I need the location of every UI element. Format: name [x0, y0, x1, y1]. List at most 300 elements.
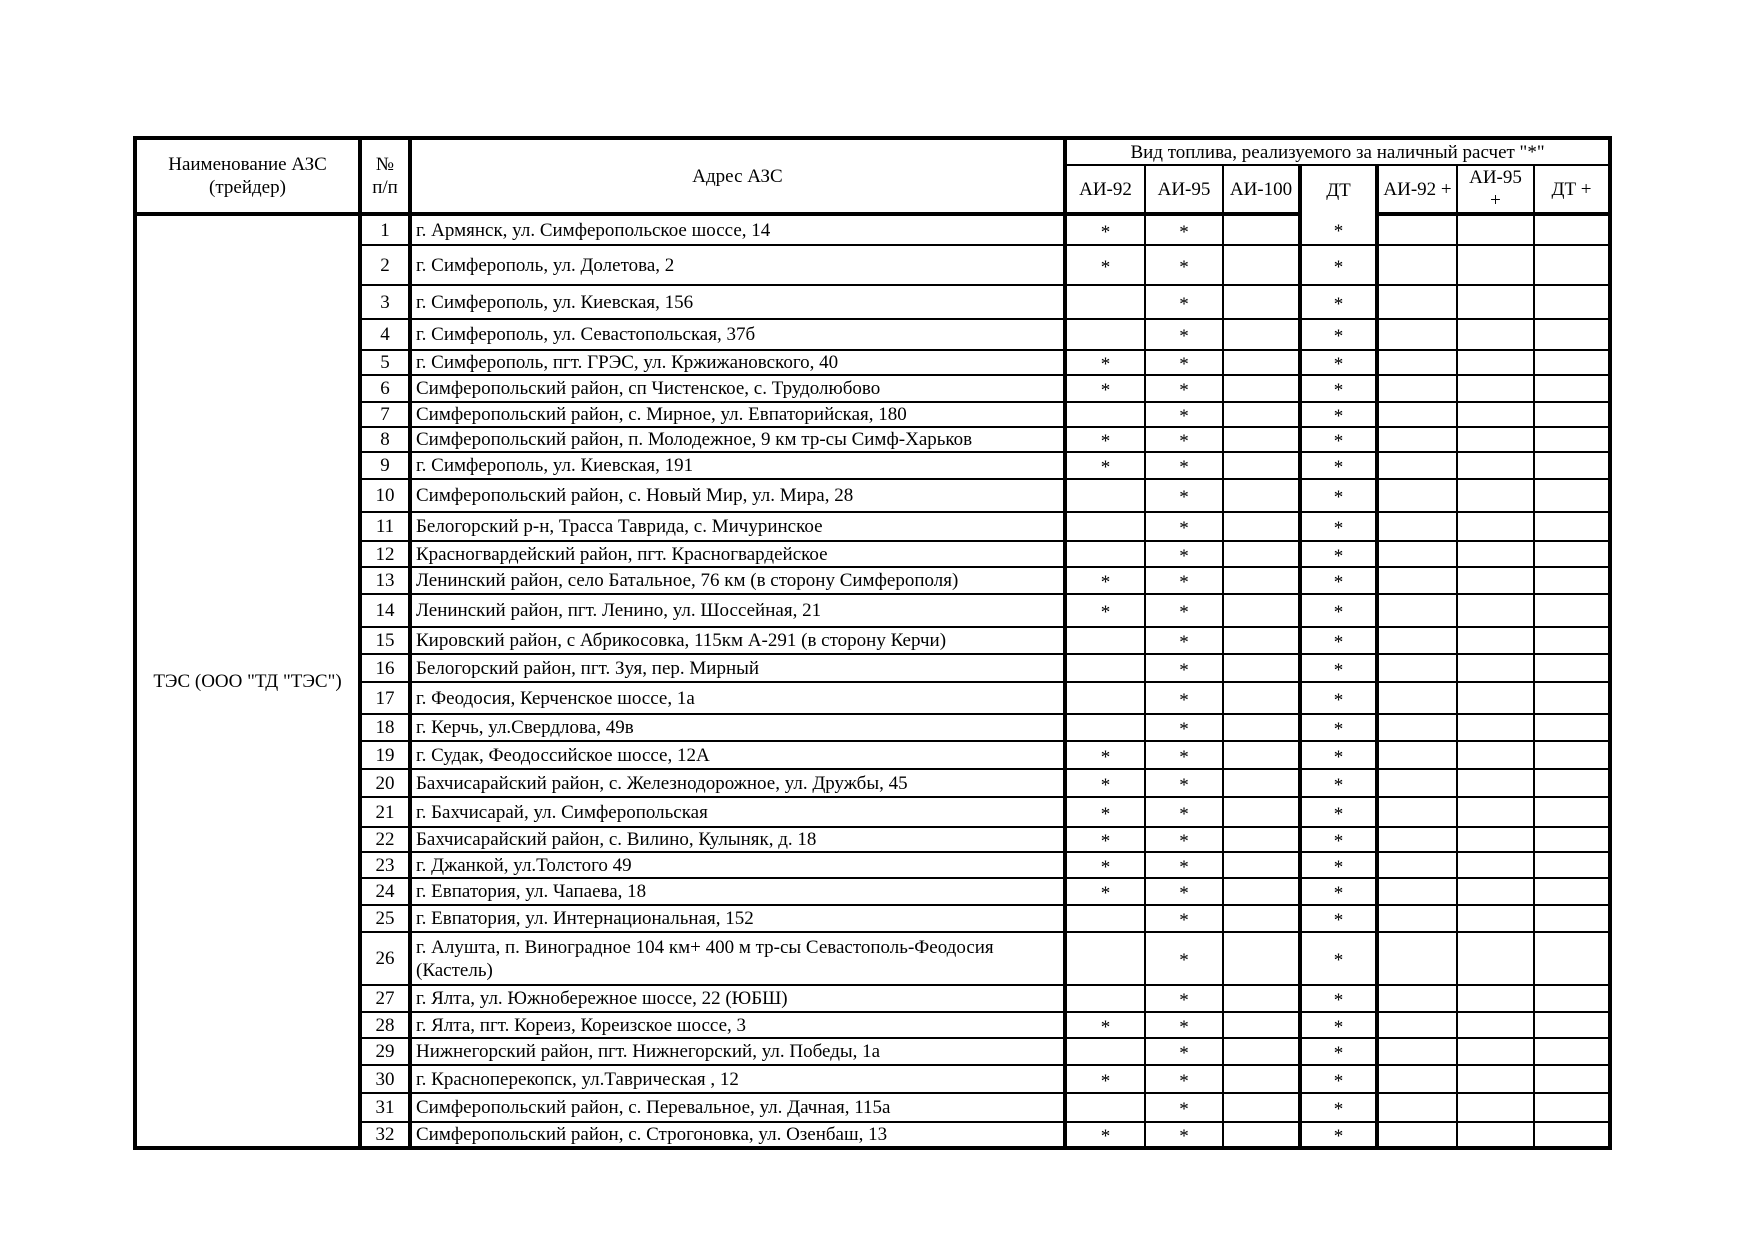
fuel-mark-ai92-plus — [1377, 319, 1457, 350]
asterisk-mark: * — [1179, 380, 1189, 401]
fuel-mark-ai92-plus — [1377, 852, 1457, 878]
asterisk-mark: * — [1179, 602, 1189, 623]
fuel-mark-ai92-plus — [1377, 627, 1457, 654]
asterisk-mark: * — [1333, 256, 1344, 278]
station-address: г. Евпатория, ул. Чапаева, 18 — [410, 878, 1065, 905]
fuel-mark-ai92-plus — [1377, 714, 1457, 741]
fuel-mark-ai95-plus — [1457, 452, 1534, 479]
fuel-mark-ai95-plus — [1457, 827, 1534, 852]
asterisk-mark: * — [1333, 326, 1344, 347]
asterisk-mark: * — [1179, 406, 1189, 427]
fuel-mark-ai92-plus — [1377, 594, 1457, 627]
asterisk-mark: * — [1179, 572, 1189, 593]
fuel-mark-ai92 — [1065, 350, 1145, 375]
asterisk-mark: * — [1333, 689, 1344, 711]
fuel-mark-dt-plus — [1534, 654, 1610, 682]
fuel-mark-dt — [1300, 682, 1377, 714]
asterisk-mark: * — [1333, 1126, 1344, 1147]
asterisk-mark: * — [1333, 990, 1344, 1011]
asterisk-mark: * — [1333, 1070, 1344, 1092]
row-number: 28 — [360, 1012, 410, 1038]
fuel-mark-ai92-plus — [1377, 985, 1457, 1012]
asterisk-mark: * — [1179, 803, 1189, 825]
asterisk-mark: * — [1179, 1099, 1189, 1120]
asterisk-mark: * — [1179, 719, 1189, 740]
fuel-mark-ai100 — [1223, 594, 1300, 627]
fuel-mark-ai95 — [1145, 350, 1223, 375]
fuel-mark-ai100 — [1223, 1122, 1300, 1148]
fuel-mark-ai92-plus — [1377, 741, 1457, 769]
asterisk-mark: * — [1179, 431, 1189, 452]
station-address: Ленинский район, село Батальное, 76 км (в сторону Симферополя) — [410, 567, 1065, 594]
fuel-mark-ai95 — [1145, 797, 1223, 827]
row-number: 15 — [360, 627, 410, 654]
fuel-mark-dt — [1300, 714, 1377, 741]
asterisk-mark: * — [1179, 632, 1189, 653]
row-number: 9 — [360, 452, 410, 479]
asterisk-mark: * — [1179, 1043, 1189, 1064]
fuel-mark-ai95-plus — [1457, 541, 1534, 567]
asterisk-mark: * — [1100, 256, 1111, 278]
station-address: Симферопольский район, с. Строгоновка, ул. Озенбаш, 13 — [410, 1122, 1065, 1148]
fuel-mark-ai92-plus — [1377, 452, 1457, 479]
fuel-mark-ai92-plus — [1377, 682, 1457, 714]
fuel-mark-dt-plus — [1534, 375, 1610, 402]
asterisk-mark: * — [1333, 719, 1344, 740]
fuel-mark-ai100 — [1223, 375, 1300, 402]
asterisk-mark: * — [1333, 602, 1344, 623]
trader-name: ТЭС (ООО "ТД "ТЭС") — [135, 214, 360, 1148]
asterisk-mark: * — [1333, 803, 1344, 825]
asterisk-mark: * — [1179, 487, 1189, 508]
header-fuel-ai92-plus: АИ-92 + — [1377, 165, 1457, 214]
fuel-mark-ai95-plus — [1457, 682, 1534, 714]
fuel-mark-dt — [1300, 1012, 1377, 1038]
asterisk-mark: * — [1333, 406, 1344, 427]
fuel-mark-dt-plus — [1534, 714, 1610, 741]
fuel-mark-ai95 — [1145, 512, 1223, 541]
asterisk-mark: * — [1100, 856, 1111, 878]
fuel-mark-ai92-plus — [1377, 541, 1457, 567]
fuel-mark-ai100 — [1223, 479, 1300, 512]
row-number: 3 — [360, 285, 410, 319]
fuel-mark-ai92-plus — [1377, 1122, 1457, 1148]
fuel-mark-ai92 — [1065, 452, 1145, 479]
fuel-mark-ai95 — [1145, 827, 1223, 852]
fuel-mark-dt-plus — [1534, 932, 1610, 985]
asterisk-mark: * — [1100, 883, 1111, 904]
fuel-mark-ai95 — [1145, 427, 1223, 452]
fuel-mark-ai100 — [1223, 427, 1300, 452]
row-number: 21 — [360, 797, 410, 827]
asterisk-mark: * — [1333, 856, 1344, 878]
fuel-mark-ai95-plus — [1457, 1038, 1534, 1065]
asterisk-mark: * — [1333, 659, 1344, 681]
asterisk-mark: * — [1100, 1126, 1111, 1147]
fuel-mark-ai95 — [1145, 319, 1223, 350]
fuel-mark-ai92 — [1065, 1093, 1145, 1122]
fuel-mark-dt-plus — [1534, 769, 1610, 797]
fuel-mark-dt — [1300, 541, 1377, 567]
fuel-mark-ai92-plus — [1377, 375, 1457, 402]
asterisk-mark: * — [1333, 910, 1344, 931]
asterisk-mark: * — [1179, 659, 1189, 681]
fuel-mark-ai92 — [1065, 402, 1145, 427]
asterisk-mark: * — [1333, 831, 1344, 852]
fuel-mark-ai92-plus — [1377, 932, 1457, 985]
fuel-mark-ai95 — [1145, 541, 1223, 567]
asterisk-mark: * — [1179, 883, 1189, 904]
fuel-mark-ai95-plus — [1457, 769, 1534, 797]
fuel-mark-ai100 — [1223, 627, 1300, 654]
fuel-mark-ai95 — [1145, 214, 1223, 245]
asterisk-mark: * — [1100, 457, 1111, 478]
row-number: 4 — [360, 319, 410, 350]
fuel-mark-dt — [1300, 769, 1377, 797]
station-address: г. Симферополь, ул. Севастопольская, 37б — [410, 319, 1065, 350]
fuel-mark-ai95 — [1145, 905, 1223, 932]
asterisk-mark: * — [1100, 431, 1111, 452]
row-number: 13 — [360, 567, 410, 594]
fuel-mark-ai92 — [1065, 769, 1145, 797]
fuel-mark-ai95-plus — [1457, 985, 1534, 1012]
fuel-mark-ai92 — [1065, 932, 1145, 985]
fuel-mark-dt — [1300, 402, 1377, 427]
fuel-mark-dt-plus — [1534, 350, 1610, 375]
asterisk-mark: * — [1333, 883, 1344, 904]
fuel-mark-ai100 — [1223, 245, 1300, 285]
asterisk-mark: * — [1333, 380, 1344, 401]
fuel-mark-ai92 — [1065, 567, 1145, 594]
fuel-mark-dt — [1300, 567, 1377, 594]
fuel-mark-ai92 — [1065, 985, 1145, 1012]
fuel-mark-ai92-plus — [1377, 402, 1457, 427]
fuel-mark-ai92 — [1065, 594, 1145, 627]
header-fuel-ai100: АИ-100 — [1223, 165, 1300, 214]
fuel-mark-ai92 — [1065, 797, 1145, 827]
fuel-mark-ai95-plus — [1457, 852, 1534, 878]
fuel-mark-dt — [1300, 350, 1377, 375]
row-number: 11 — [360, 512, 410, 541]
fuel-mark-ai92 — [1065, 741, 1145, 769]
asterisk-mark: * — [1179, 910, 1189, 931]
fuel-mark-ai95 — [1145, 245, 1223, 285]
fuel-mark-ai95 — [1145, 479, 1223, 512]
fuel-mark-ai95-plus — [1457, 1012, 1534, 1038]
fuel-mark-dt — [1300, 1093, 1377, 1122]
fuel-mark-ai92 — [1065, 541, 1145, 567]
station-address: г. Евпатория, ул. Интернациональная, 152 — [410, 905, 1065, 932]
fuel-mark-ai100 — [1223, 402, 1300, 427]
station-address: г. Ялта, пгт. Кореиз, Кореизское шоссе, 3 — [410, 1012, 1065, 1038]
fuel-mark-dt-plus — [1534, 797, 1610, 827]
station-address: г. Красноперекопск, ул.Таврическая , 12 — [410, 1065, 1065, 1093]
fuel-mark-ai95-plus — [1457, 797, 1534, 827]
row-number: 2 — [360, 245, 410, 285]
fuel-mark-ai100 — [1223, 654, 1300, 682]
station-address: г. Армянск, ул. Симферопольское шоссе, 14 — [410, 214, 1065, 245]
station-address: Бахчисарайский район, с. Вилино, Кулыняк, д. 18 — [410, 827, 1065, 852]
fuel-mark-ai95 — [1145, 654, 1223, 682]
fuel-mark-ai92 — [1065, 1065, 1145, 1093]
station-address: г. Симферополь, ул. Киевская, 191 — [410, 452, 1065, 479]
fuel-mark-ai92 — [1065, 878, 1145, 905]
fuel-mark-ai92-plus — [1377, 512, 1457, 541]
fuel-mark-dt-plus — [1534, 1093, 1610, 1122]
asterisk-mark: * — [1333, 1016, 1344, 1038]
asterisk-mark: * — [1179, 774, 1189, 796]
fuel-mark-dt-plus — [1534, 452, 1610, 479]
station-address: г. Симферополь, пгт. ГРЭС, ул. Кржижановского, 40 — [410, 350, 1065, 375]
fuel-mark-dt-plus — [1534, 852, 1610, 878]
asterisk-mark: * — [1100, 380, 1111, 401]
asterisk-mark: * — [1179, 293, 1189, 315]
fuel-mark-ai95-plus — [1457, 932, 1534, 985]
fuel-mark-ai95 — [1145, 1065, 1223, 1093]
row-number: 14 — [360, 594, 410, 627]
station-address: Симферопольский район, сп Чистенское, с. Трудолюбово — [410, 375, 1065, 402]
fuel-mark-ai92-plus — [1377, 827, 1457, 852]
table-row — [135, 214, 1610, 245]
fuel-mark-ai100 — [1223, 1093, 1300, 1122]
fuel-mark-ai100 — [1223, 852, 1300, 878]
station-address: Симферопольский район, п. Молодежное, 9 км тр-сы Симф-Харьков — [410, 427, 1065, 452]
fuel-mark-dt — [1300, 741, 1377, 769]
fuel-mark-ai92 — [1065, 627, 1145, 654]
asterisk-mark: * — [1179, 950, 1189, 971]
fuel-mark-ai92-plus — [1377, 878, 1457, 905]
row-number: 7 — [360, 402, 410, 427]
fuel-mark-ai95 — [1145, 285, 1223, 319]
fuel-mark-dt-plus — [1534, 479, 1610, 512]
asterisk-mark: * — [1333, 545, 1344, 567]
fuel-mark-ai95-plus — [1457, 654, 1534, 682]
row-number: 31 — [360, 1093, 410, 1122]
fuel-mark-ai92 — [1065, 285, 1145, 319]
asterisk-mark: * — [1179, 1016, 1189, 1038]
fuel-mark-ai100 — [1223, 452, 1300, 479]
station-address: г. Керчь, ул.Свердлова, 49в — [410, 714, 1065, 741]
fuel-mark-ai92 — [1065, 714, 1145, 741]
fuel-mark-ai92-plus — [1377, 245, 1457, 285]
fuel-mark-ai95-plus — [1457, 1093, 1534, 1122]
fuel-mark-dt — [1300, 852, 1377, 878]
fuel-mark-ai95 — [1145, 402, 1223, 427]
fuel-mark-dt-plus — [1534, 1065, 1610, 1093]
asterisk-mark: * — [1100, 746, 1111, 768]
fuel-mark-ai95 — [1145, 878, 1223, 905]
asterisk-mark: * — [1100, 803, 1111, 825]
station-address: Симферопольский район, с. Мирное, ул. Евпаторийская, 180 — [410, 402, 1065, 427]
fuel-mark-dt — [1300, 985, 1377, 1012]
fuel-mark-ai95-plus — [1457, 567, 1534, 594]
fuel-mark-dt-plus — [1534, 245, 1610, 285]
row-number: 19 — [360, 741, 410, 769]
fuel-mark-ai100 — [1223, 567, 1300, 594]
asterisk-mark: * — [1100, 1070, 1111, 1092]
asterisk-mark: * — [1100, 602, 1111, 623]
asterisk-mark: * — [1333, 1099, 1344, 1120]
fuel-mark-ai92 — [1065, 852, 1145, 878]
fuel-mark-dt — [1300, 932, 1377, 985]
station-address: Нижнегорский район, пгт. Нижнегорский, ул. Победы, 1а — [410, 1038, 1065, 1065]
fuel-mark-ai92-plus — [1377, 214, 1457, 245]
row-number: 12 — [360, 541, 410, 567]
station-address: г. Феодосия, Керченское шоссе, 1а — [410, 682, 1065, 714]
row-number: 22 — [360, 827, 410, 852]
fuel-mark-ai92-plus — [1377, 427, 1457, 452]
fuel-mark-ai95-plus — [1457, 319, 1534, 350]
fuel-mark-dt — [1300, 654, 1377, 682]
header-station-name — [135, 138, 360, 214]
fuel-mark-ai92-plus — [1377, 905, 1457, 932]
row-number: 26 — [360, 932, 410, 985]
fuel-mark-dt-plus — [1534, 1038, 1610, 1065]
station-address: Ленинский район, пгт. Ленино, ул. Шоссейная, 21 — [410, 594, 1065, 627]
fuel-mark-ai95-plus — [1457, 479, 1534, 512]
fuel-mark-dt-plus — [1534, 567, 1610, 594]
asterisk-mark: * — [1333, 774, 1344, 796]
fuel-mark-ai95 — [1145, 714, 1223, 741]
asterisk-mark: * — [1179, 1070, 1189, 1092]
fuel-mark-ai92 — [1065, 1012, 1145, 1038]
fuel-mark-ai95-plus — [1457, 214, 1534, 245]
header-fuel-ai92: АИ-92 — [1065, 165, 1145, 214]
header-station-name-line1: Наименование АЗС — [168, 154, 327, 175]
fuel-mark-dt — [1300, 1065, 1377, 1093]
asterisk-mark: * — [1179, 518, 1189, 539]
station-address: Кировский район, с Абрикосовка, 115км А-291 (в сторону Керчи) — [410, 627, 1065, 654]
fuel-mark-dt — [1300, 285, 1377, 319]
row-number: 23 — [360, 852, 410, 878]
asterisk-mark: * — [1100, 221, 1111, 243]
fuel-mark-ai95 — [1145, 375, 1223, 402]
fuel-mark-ai95 — [1145, 567, 1223, 594]
station-address: г. Ялта, ул. Южнобережное шоссе, 22 (ЮБШ) — [410, 985, 1065, 1012]
fuel-mark-ai92 — [1065, 654, 1145, 682]
fuel-mark-ai95-plus — [1457, 627, 1534, 654]
asterisk-mark: * — [1333, 746, 1344, 768]
station-address: г. Джанкой, ул.Толстого 49 — [410, 852, 1065, 878]
station-address: г. Симферополь, ул. Киевская, 156 — [410, 285, 1065, 319]
fuel-mark-ai95-plus — [1457, 741, 1534, 769]
row-number: 32 — [360, 1122, 410, 1148]
fuel-mark-dt — [1300, 827, 1377, 852]
row-number: 17 — [360, 682, 410, 714]
asterisk-mark: * — [1333, 950, 1344, 971]
asterisk-mark: * — [1333, 457, 1344, 478]
fuel-mark-dt-plus — [1534, 285, 1610, 319]
fuel-mark-dt-plus — [1534, 1012, 1610, 1038]
fuel-mark-ai92 — [1065, 427, 1145, 452]
fuel-mark-dt — [1300, 375, 1377, 402]
fuel-mark-ai100 — [1223, 827, 1300, 852]
fuel-mark-dt-plus — [1534, 319, 1610, 350]
fuel-mark-ai100 — [1223, 682, 1300, 714]
fuel-mark-ai95 — [1145, 1012, 1223, 1038]
asterisk-mark: * — [1100, 831, 1111, 852]
fuel-mark-dt-plus — [1534, 1122, 1610, 1148]
fuel-mark-dt-plus — [1534, 512, 1610, 541]
fuel-mark-ai100 — [1223, 319, 1300, 350]
fuel-mark-ai92-plus — [1377, 769, 1457, 797]
fuel-mark-ai95 — [1145, 769, 1223, 797]
fuel-mark-ai100 — [1223, 1012, 1300, 1038]
fuel-mark-dt — [1300, 427, 1377, 452]
fuel-mark-ai100 — [1223, 1065, 1300, 1093]
header-fuel-dt-plus: ДТ + — [1534, 165, 1610, 214]
fuel-mark-ai95-plus — [1457, 594, 1534, 627]
fuel-mark-dt-plus — [1534, 827, 1610, 852]
station-address: Белогорский р-н, Трасса Таврида, с. Мичуринское — [410, 512, 1065, 541]
station-address: г. Алушта, п. Виноградное 104 км+ 400 м тр-сы Севастополь-Феодосия (Кастель) — [410, 932, 1065, 985]
asterisk-mark: * — [1179, 856, 1189, 878]
fuel-mark-ai92-plus — [1377, 1038, 1457, 1065]
row-number: 25 — [360, 905, 410, 932]
fuel-mark-ai95 — [1145, 627, 1223, 654]
station-address: Красногвардейский район, пгт. Красногвардейское — [410, 541, 1065, 567]
fuel-mark-ai92 — [1065, 905, 1145, 932]
asterisk-mark: * — [1333, 431, 1344, 452]
fuel-mark-ai100 — [1223, 878, 1300, 905]
fuel-mark-dt — [1300, 479, 1377, 512]
fuel-mark-ai95-plus — [1457, 1065, 1534, 1093]
header-address: Адрес АЗС — [410, 138, 1065, 214]
asterisk-mark: * — [1179, 545, 1189, 567]
fuel-mark-ai100 — [1223, 741, 1300, 769]
fuel-mark-ai100 — [1223, 769, 1300, 797]
fuel-mark-ai95 — [1145, 452, 1223, 479]
fuel-mark-ai92 — [1065, 827, 1145, 852]
fuel-mark-ai92-plus — [1377, 654, 1457, 682]
fuel-mark-dt-plus — [1534, 402, 1610, 427]
fuel-mark-ai92-plus — [1377, 350, 1457, 375]
fuel-mark-dt-plus — [1534, 541, 1610, 567]
fuel-mark-dt — [1300, 452, 1377, 479]
row-number: 30 — [360, 1065, 410, 1093]
row-number: 6 — [360, 375, 410, 402]
fuel-mark-ai95 — [1145, 741, 1223, 769]
fuel-mark-dt-plus — [1534, 627, 1610, 654]
fuel-mark-ai92 — [1065, 319, 1145, 350]
fuel-mark-ai100 — [1223, 350, 1300, 375]
fuel-mark-ai100 — [1223, 285, 1300, 319]
fuel-mark-ai95-plus — [1457, 905, 1534, 932]
station-address: Бахчисарайский район, с. Железнодорожное, ул. Дружбы, 45 — [410, 769, 1065, 797]
fuel-mark-dt — [1300, 512, 1377, 541]
fuel-mark-ai100 — [1223, 541, 1300, 567]
fuel-mark-dt — [1300, 797, 1377, 827]
station-address: г. Симферополь, ул. Долетова, 2 — [410, 245, 1065, 285]
station-address: Симферопольский район, с. Перевальное, ул. Дачная, 115а — [410, 1093, 1065, 1122]
row-number: 27 — [360, 985, 410, 1012]
fuel-mark-ai92-plus — [1377, 797, 1457, 827]
fuel-mark-ai95 — [1145, 594, 1223, 627]
fuel-mark-ai92 — [1065, 512, 1145, 541]
asterisk-mark: * — [1333, 220, 1344, 242]
fuel-mark-ai100 — [1223, 1038, 1300, 1065]
fuel-mark-ai95-plus — [1457, 402, 1534, 427]
asterisk-mark: * — [1100, 572, 1111, 593]
fuel-mark-dt — [1300, 319, 1377, 350]
asterisk-mark: * — [1333, 293, 1344, 315]
station-address: г. Бахчисарай, ул. Симферопольская — [410, 797, 1065, 827]
fuel-mark-dt-plus — [1534, 682, 1610, 714]
asterisk-mark: * — [1179, 1126, 1189, 1147]
fuel-mark-dt — [1300, 1122, 1377, 1148]
header-row-number — [360, 138, 410, 214]
fuel-mark-ai95-plus — [1457, 1122, 1534, 1148]
